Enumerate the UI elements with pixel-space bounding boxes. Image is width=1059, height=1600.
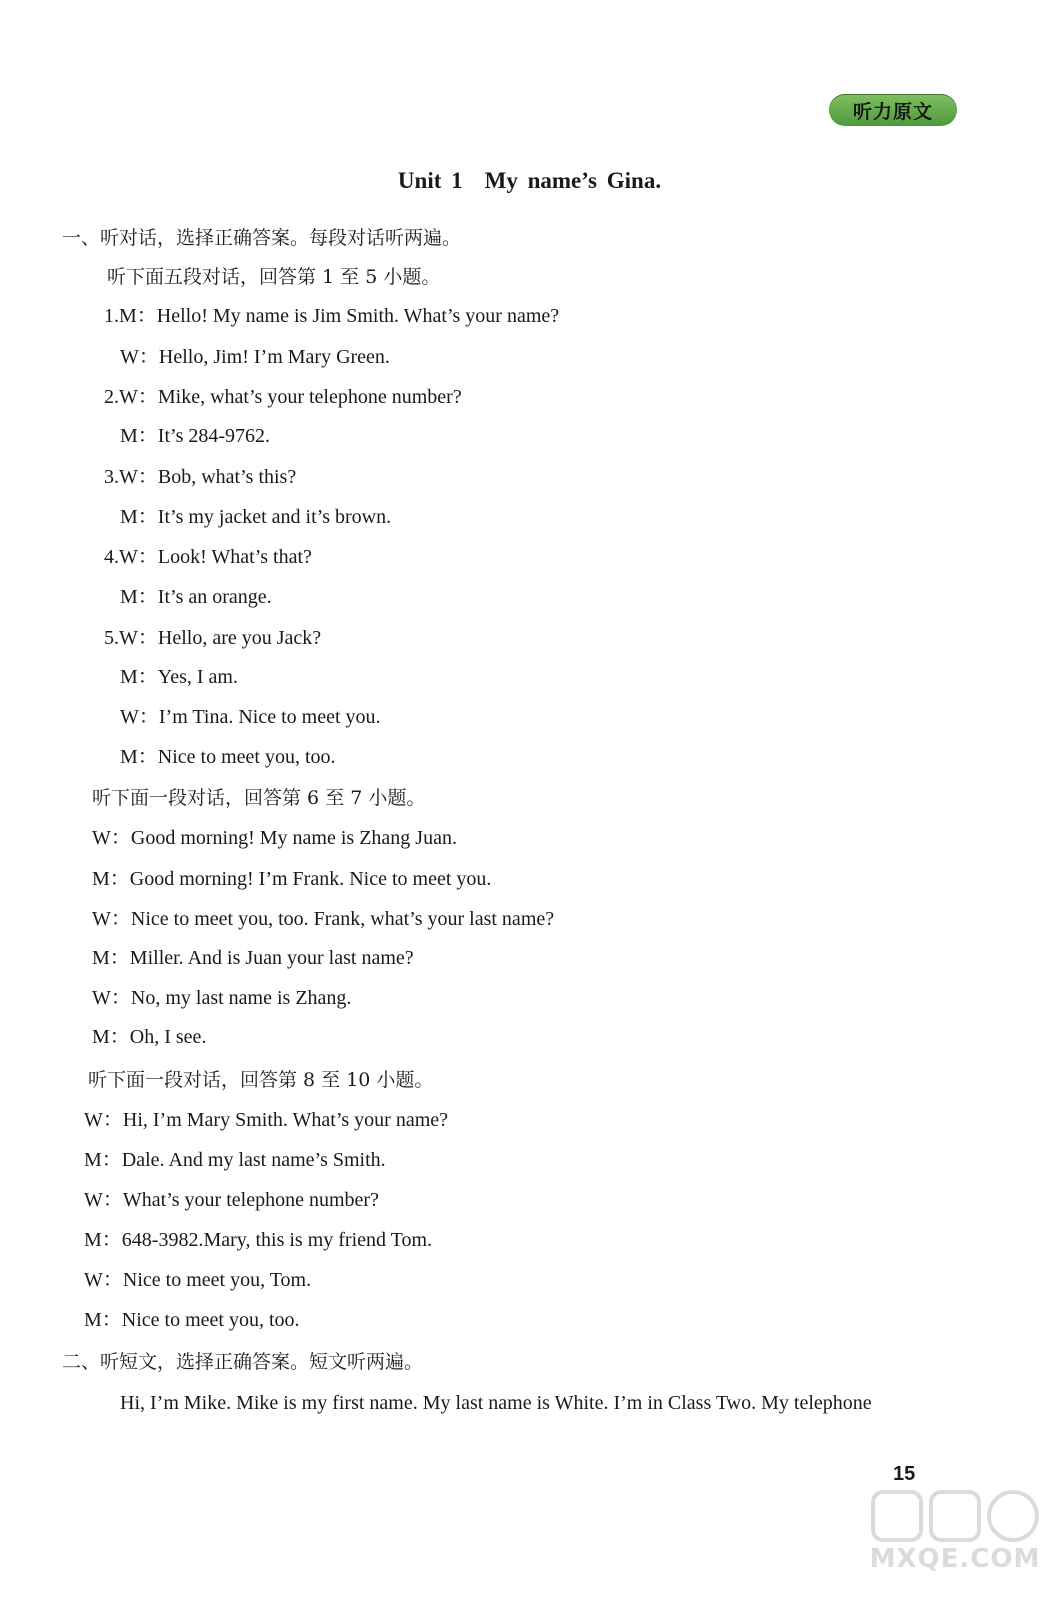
dialogue-text: What’s your telephone number?	[122, 1189, 379, 1211]
dialogue-line	[92, 946, 414, 970]
watermark-icon	[865, 1486, 1045, 1546]
question-number: 4.	[104, 546, 119, 568]
dialogue-line	[92, 826, 457, 850]
instruction-questions-1-5	[107, 265, 440, 289]
dialogue-text: 648-3982.Mary, this is my friend Tom.	[121, 1229, 433, 1251]
dialogue-text: Mike, what’s your telephone number?	[157, 386, 462, 408]
dialogue-line	[104, 626, 321, 650]
watermark-text: MXQE.COM	[869, 1544, 1041, 1574]
speaker-label: W：	[119, 466, 158, 488]
dialogue-line	[120, 345, 390, 369]
section-heading-text: 二、听短文，选择正确答案。短文听两遍。	[62, 1351, 424, 1373]
dialogue-line	[84, 1148, 386, 1172]
section-tag-listening-script	[829, 94, 957, 126]
section-1-heading	[62, 226, 461, 250]
speaker-label: W：	[84, 1189, 123, 1211]
speaker-label: W：	[84, 1109, 123, 1131]
question-number: 5.	[104, 627, 119, 649]
dialogue-text: Nice to meet you, too. Frank, what’s your last name?	[130, 908, 555, 930]
speaker-label: M：	[120, 506, 158, 528]
speaker-label: W：	[119, 627, 158, 649]
instruction-text: 听下面一段对话，回答第 6 至 7 小题。	[92, 787, 426, 809]
dialogue-text: Nice to meet you, too.	[157, 746, 336, 768]
dialogue-line	[84, 1268, 311, 1292]
speaker-label: W：	[120, 346, 159, 368]
dialogue-text: It’s my jacket and it’s brown.	[157, 506, 392, 528]
dialogue-text: Good morning! My name is Zhang Juan.	[130, 827, 457, 849]
speaker-label: W：	[120, 706, 159, 728]
dialogue-text: No, my last name is Zhang.	[130, 987, 352, 1009]
speaker-label: M：	[119, 305, 157, 327]
section-2-heading	[62, 1350, 423, 1374]
speaker-label: M：	[84, 1149, 122, 1171]
dialogue-text: Nice to meet you, too.	[121, 1309, 300, 1331]
instruction-questions-6-7	[92, 786, 425, 810]
passage-line	[120, 1391, 872, 1415]
dialogue-text: Good morning! I’m Frank. Nice to meet you.	[129, 868, 492, 890]
dialogue-line	[84, 1228, 432, 1252]
dialogue-line	[92, 986, 351, 1010]
dialogue-text: Nice to meet you, Tom.	[122, 1269, 312, 1291]
speaker-label: W：	[119, 546, 158, 568]
dialogue-line	[120, 745, 336, 769]
page-number: 15	[893, 1463, 916, 1485]
dialogue-text: Bob, what’s this?	[157, 466, 297, 488]
unit-name: My name’s Gina.	[484, 168, 662, 193]
question-number: 3.	[104, 466, 119, 488]
dialogue-text: Miller. And is Juan your last name?	[129, 947, 414, 969]
dialogue-line	[84, 1108, 448, 1132]
speaker-label: W：	[92, 908, 131, 930]
dialogue-line	[84, 1308, 300, 1332]
dialogue-text: Hi, I’m Mary Smith. What’s your name?	[122, 1109, 449, 1131]
dialogue-text: I’m Tina. Nice to meet you.	[158, 706, 381, 728]
dialogue-line	[120, 665, 238, 689]
dialogue-text: Dale. And my last name’s Smith.	[121, 1149, 386, 1171]
dialogue-text: Yes, I am.	[157, 666, 238, 688]
speaker-label: M：	[120, 586, 158, 608]
instruction-text: 听下面一段对话，回答第 8 至 10 小题。	[88, 1069, 434, 1091]
dialogue-line	[92, 907, 554, 931]
dialogue-text: It’s an orange.	[157, 586, 272, 608]
page-title	[0, 168, 1059, 194]
dialogue-line	[120, 505, 391, 529]
speaker-label: M：	[92, 1026, 130, 1048]
section-tag-label: 听力原文	[852, 100, 933, 123]
dialogue-text: Hello, are you Jack?	[157, 627, 322, 649]
watermark-logo	[865, 1486, 1045, 1586]
speaker-label: M：	[120, 666, 158, 688]
dialogue-line	[120, 585, 272, 609]
dialogue-text: Hello, Jim! I’m Mary Green.	[158, 346, 390, 368]
dialogue-line	[92, 1025, 206, 1049]
dialogue-text: Look! What’s that?	[157, 546, 312, 568]
dialogue-text: Oh, I see.	[129, 1026, 207, 1048]
speaker-label: M：	[92, 868, 130, 890]
dialogue-line	[120, 424, 270, 448]
dialogue-line	[120, 705, 381, 729]
speaker-label: W：	[119, 386, 158, 408]
speaker-label: M：	[92, 947, 130, 969]
dialogue-line	[104, 385, 462, 409]
dialogue-line	[84, 1188, 379, 1212]
unit-number: Unit 1	[397, 168, 463, 193]
speaker-label: W：	[92, 827, 131, 849]
dialogue-text: It’s 284-9762.	[157, 425, 271, 447]
instruction-text: 听下面五段对话，回答第 1 至 5 小题。	[107, 266, 441, 288]
question-number: 2.	[104, 386, 119, 408]
speaker-label: M：	[84, 1309, 122, 1331]
dialogue-line	[104, 545, 312, 569]
question-number: 1.	[104, 305, 119, 327]
speaker-label: M：	[120, 425, 158, 447]
speaker-label: W：	[92, 987, 131, 1009]
passage-text: Hi, I’m Mike. Mike is my first name. My last name is White. I’m in Class Two. My telephone	[120, 1392, 872, 1414]
dialogue-line	[104, 465, 296, 489]
dialogue-line	[92, 867, 491, 891]
instruction-questions-8-10	[88, 1068, 433, 1092]
speaker-label: M：	[84, 1229, 122, 1251]
speaker-label: W：	[84, 1269, 123, 1291]
section-heading-text: 一、听对话，选择正确答案。每段对话听两遍。	[62, 227, 462, 249]
speaker-label: M：	[120, 746, 158, 768]
dialogue-text: Hello! My name is Jim Smith. What’s your name?	[156, 305, 560, 327]
dialogue-line	[104, 304, 559, 328]
